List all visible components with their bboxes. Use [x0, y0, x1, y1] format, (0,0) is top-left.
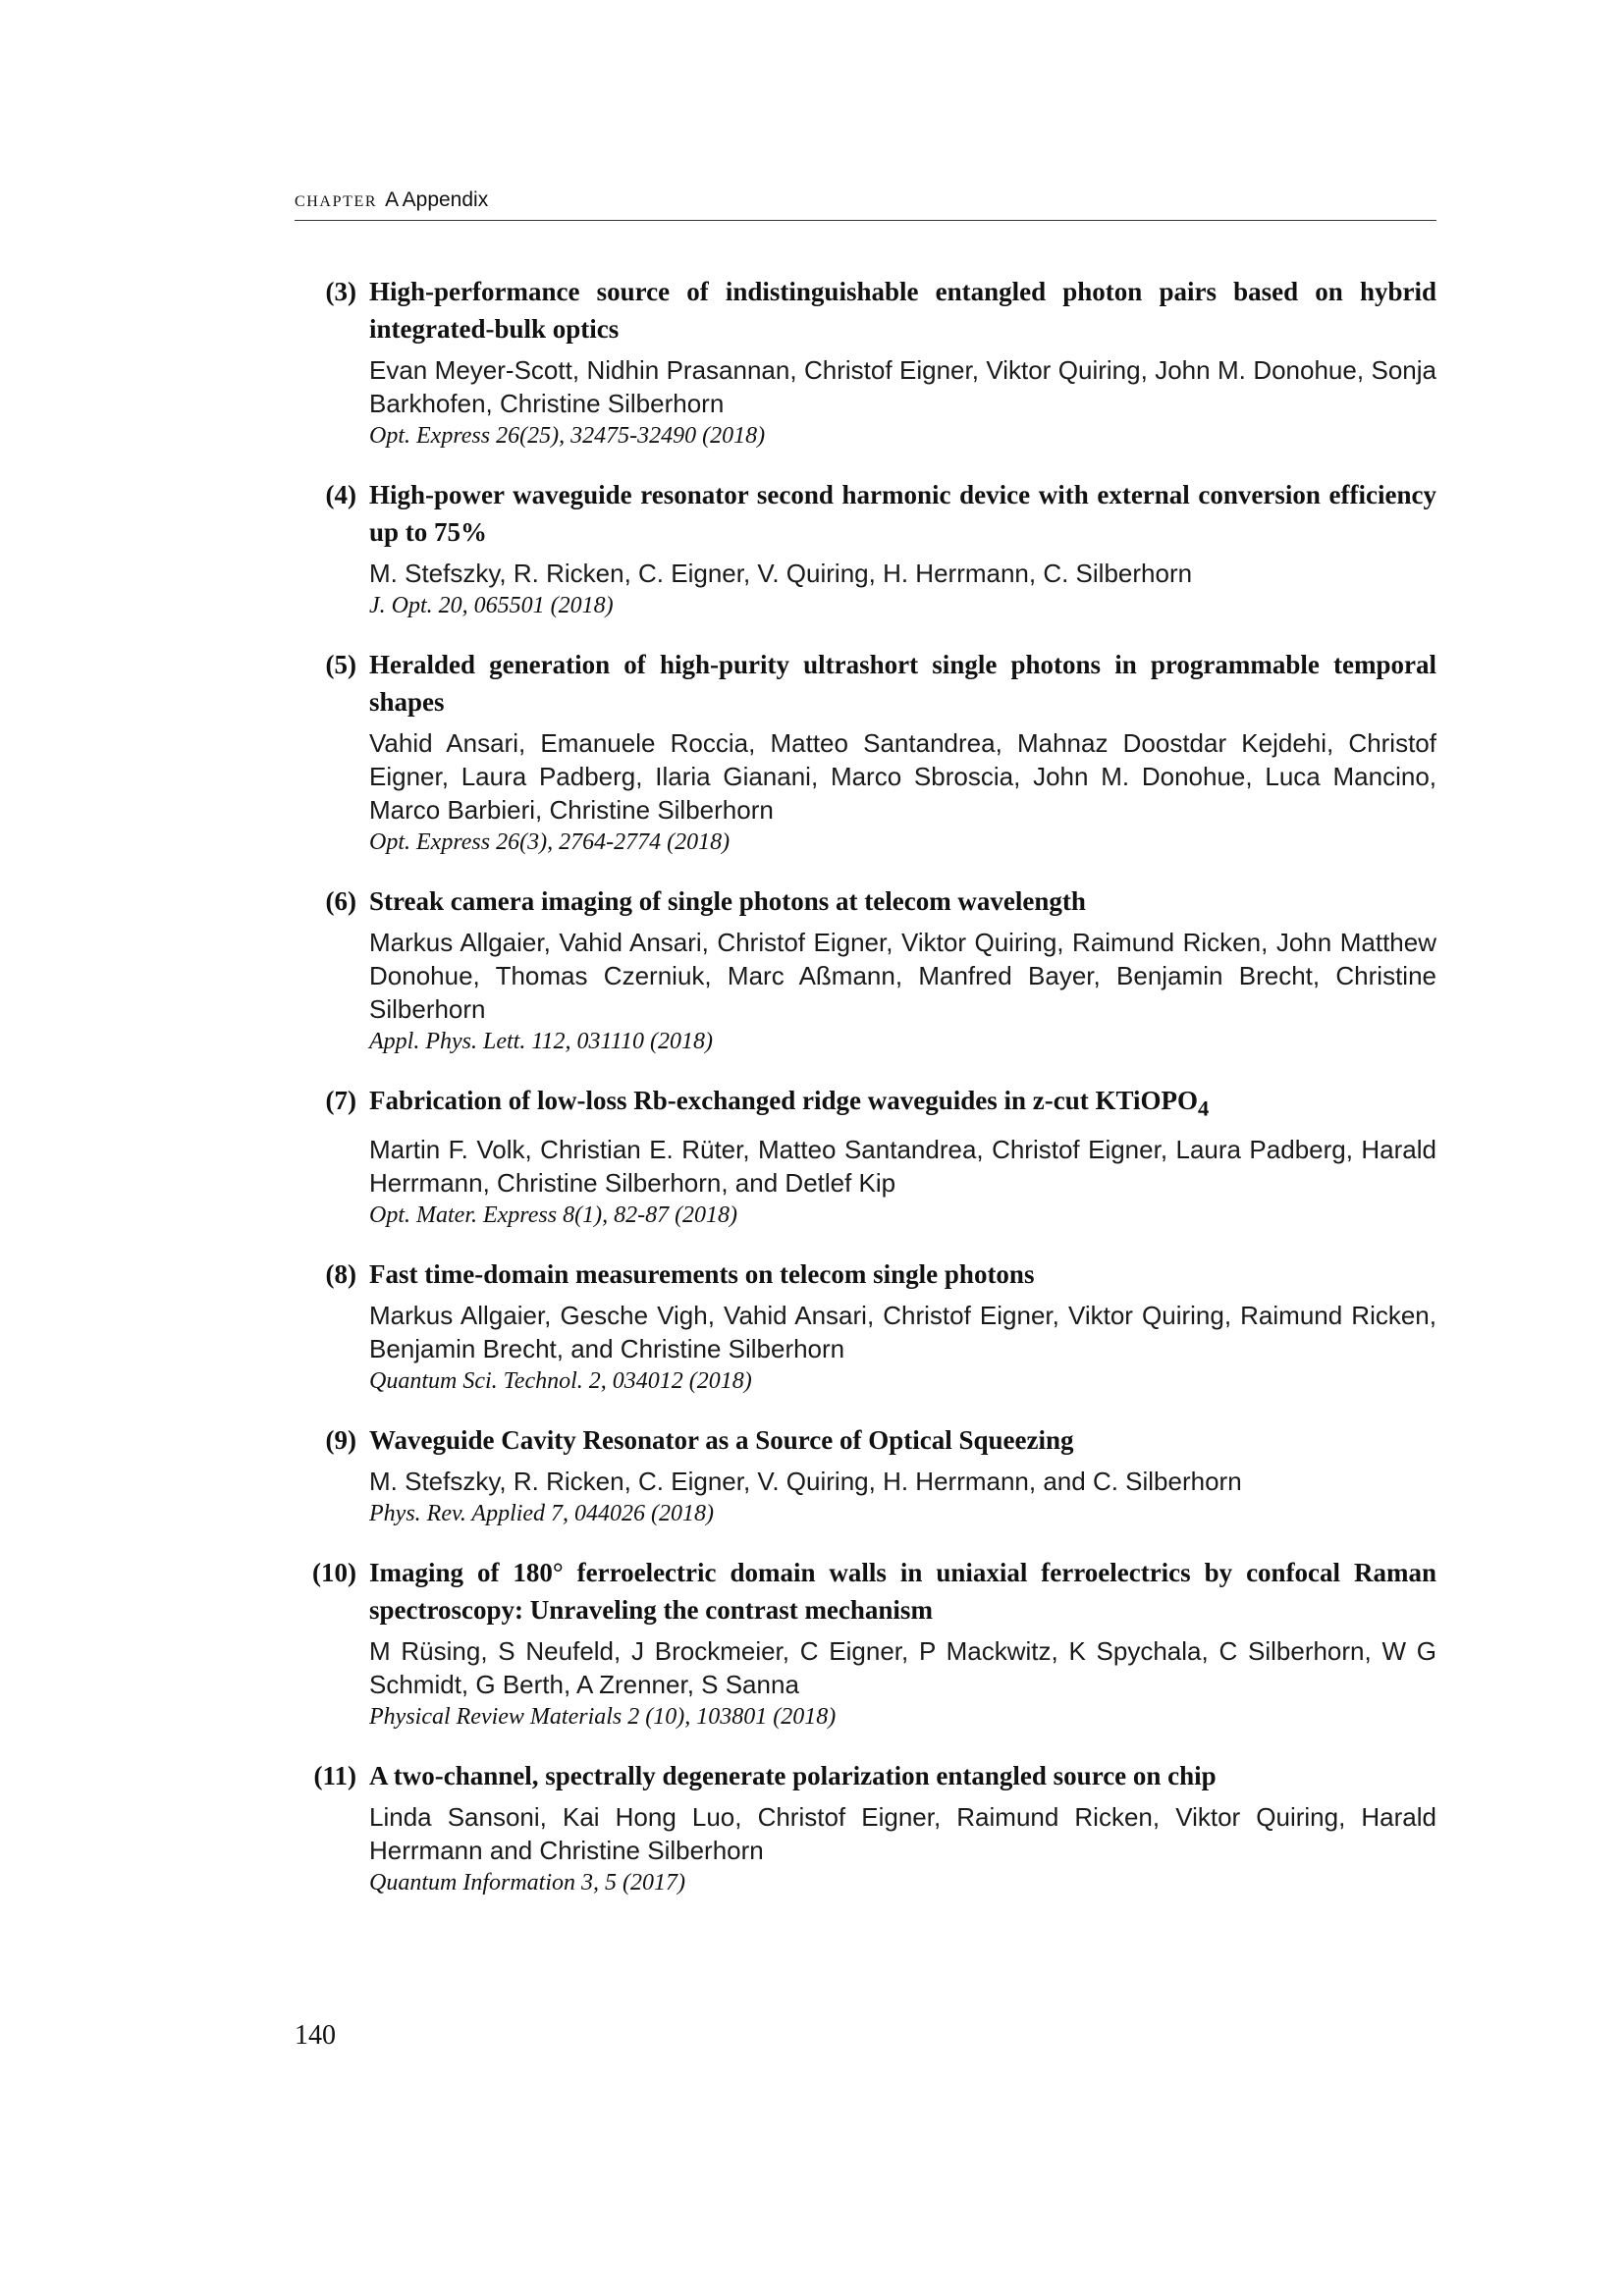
publication-journal: Physical Review Materials 2 (10), 103801 (2018)	[369, 1704, 837, 1731]
publication-title: Waveguide Cavity Resonator as a Source of Optical Squeezing	[369, 1425, 1074, 1456]
publication-authors: Evan Meyer-Scott, Nidhin Prasannan, Christof Eigner, Viktor Quiring, John M. Donohue, Sonja Barkhofen, Christine Silberhorn	[369, 355, 1436, 418]
publication-authors: Markus Allgaier, Vahid Ansari, Christof Eigner, Viktor Quiring, Raimund Ricken, John Matthew Donohue, Thomas Czerniuk, Marc Aßmann, Manfred Bayer, Benjamin Brecht, Christine Silberhorn	[369, 928, 1436, 1024]
publication-title: Imaging of 180° ferroelectric domain walls in uniaxial ferroelectrics by confocal Raman spectroscopy: Unraveling the contrast mechanism	[369, 1558, 1436, 1626]
chapter-label: CHAPTER	[295, 193, 378, 210]
publication-journal: J. Opt. 20, 065501 (2018)	[369, 593, 614, 618]
publication-item	[295, 646, 1436, 859]
publication-journal: Opt. Express 26(3), 2764-2774 (2018)	[369, 829, 731, 855]
publication-journal: Opt. Express 26(25), 32475-32490 (2018)	[369, 423, 766, 449]
publication-title: Heralded generation of high-purity ultrashort single photons in programmable temporal shapes	[369, 650, 1436, 717]
publication-list	[295, 273, 1436, 1923]
publication-authors: Martin F. Volk, Christian E. Rüter, Matteo Santandrea, Christof Eigner, Laura Padberg, Harald Herrmann, Christine Silberhorn, and Detlef Kip	[369, 1135, 1436, 1199]
publication-item	[295, 882, 1436, 1058]
publication-title: A two-channel, spectrally degenerate polarization entangled source on chip	[369, 1761, 1217, 1791]
publication-journal: Quantum Information 3, 5 (2017)	[369, 1870, 685, 1896]
publication-item	[295, 1757, 1436, 1899]
publication-item	[295, 1082, 1436, 1232]
publication-authors: M. Stefszky, R. Ricken, C. Eigner, V. Quiring, H. Herrmann, and C. Silberhorn	[369, 1467, 1242, 1497]
publication-number: (11)	[313, 1761, 356, 1791]
publication-item	[295, 1255, 1436, 1398]
publication-journal: Opt. Mater. Express 8(1), 82-87 (2018)	[369, 1202, 738, 1229]
running-header	[295, 188, 1436, 221]
page-number: 140	[295, 2020, 336, 2051]
publication-title: High-power waveguide resonator second harmonic device with external conversion efficiency up to 75%	[369, 480, 1436, 547]
publication-title	[369, 1082, 1436, 1127]
publication-number: (8)	[325, 1259, 356, 1290]
publication-authors: M. Stefszky, R. Ricken, C. Eigner, V. Quiring, H. Herrmann, C. Silberhorn	[369, 559, 1193, 588]
publication-item	[295, 1421, 1436, 1530]
publication-item	[295, 476, 1436, 622]
publication-number: (9)	[325, 1425, 356, 1456]
publication-number: (10)	[312, 1558, 356, 1588]
publication-number: (7)	[325, 1086, 356, 1115]
publication-authors: M Rüsing, S Neufeld, J Brockmeier, C Eigner, P Mackwitz, K Spychala, C Silberhorn, W G Schmidt, G Berth, A Zrenner, S Sanna	[369, 1636, 1436, 1700]
publication-number: (3)	[325, 277, 356, 306]
publication-number: (4)	[325, 480, 356, 509]
publication-title: Fast time-domain measurements on telecom single photons	[369, 1259, 1035, 1290]
publication-authors: Vahid Ansari, Emanuele Roccia, Matteo Santandrea, Mahnaz Doostdar Kejdehi, Christof Eigner, Laura Padberg, Ilaria Gianani, Marco Sbroscia, John M. Donohue, Luca Mancino, Marco Barbieri, Christine Silberhorn	[369, 728, 1436, 825]
chapter-title: A Appendix	[385, 188, 489, 211]
publication-item	[295, 273, 1436, 453]
publication-title-text: Fabrication of low-loss Rb-exchanged ridge waveguides in z-cut KTiOPO	[369, 1086, 1198, 1115]
publication-authors: Markus Allgaier, Gesche Vigh, Vahid Ansari, Christof Eigner, Viktor Quiring, Raimund Ricken, Benjamin Brecht, and Christine Silberhorn	[369, 1301, 1436, 1364]
publication-journal: Appl. Phys. Lett. 112, 031110 (2018)	[369, 1029, 713, 1054]
publication-number: (6)	[325, 886, 356, 916]
publication-title: High-performance source of indistinguishable entangled photon pairs based on hybrid integrated-bulk optics	[369, 277, 1436, 344]
publication-item	[295, 1554, 1436, 1734]
publication-authors: Linda Sansoni, Kai Hong Luo, Christof Eigner, Raimund Ricken, Viktor Quiring, Harald Herrmann and Christine Silberhorn	[369, 1802, 1436, 1866]
publication-title: Streak camera imaging of single photons at telecom wavelength	[369, 886, 1086, 916]
publication-journal: Quantum Sci. Technol. 2, 034012 (2018)	[369, 1368, 752, 1395]
publication-journal: Phys. Rev. Applied 7, 044026 (2018)	[369, 1501, 715, 1527]
publication-title-subscript: 4	[1198, 1095, 1210, 1121]
publication-number: (5)	[325, 650, 356, 679]
